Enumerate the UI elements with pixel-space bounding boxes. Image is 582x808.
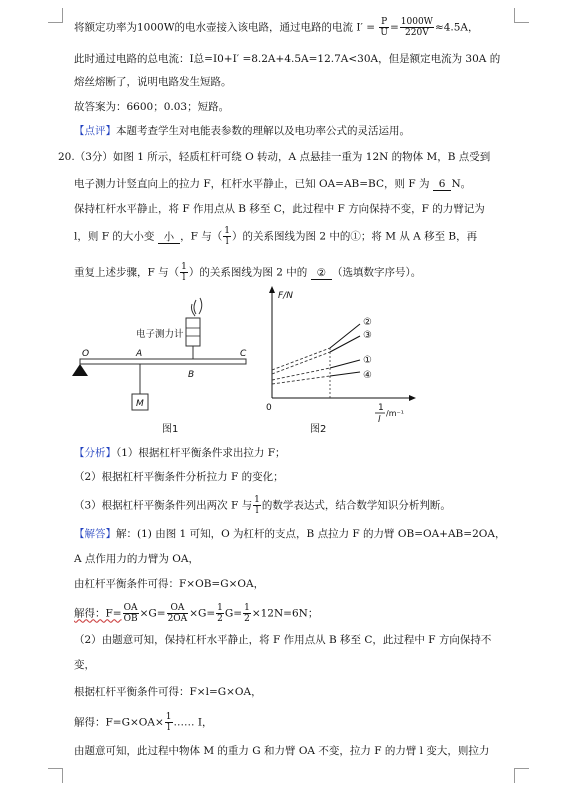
fraction-oa-ob <box>123 603 139 624</box>
answer-blank-3: ② <box>311 267 332 280</box>
text: l，则 F 的大小变 <box>74 230 155 243</box>
analysis-line-3 <box>74 495 451 516</box>
analysis-line-1 <box>74 446 286 460</box>
frac-den: OB <box>123 614 138 624</box>
answer-blank-1: 6 <box>433 178 452 191</box>
meter-body <box>186 318 200 346</box>
text: ≈4.5A， <box>434 21 479 34</box>
pivot-triangle <box>72 364 88 376</box>
solution-line-4 <box>74 603 318 624</box>
curve-label-3: ③ <box>363 330 372 341</box>
frac-den: 220V <box>405 28 429 38</box>
text-line-1 <box>74 17 479 38</box>
frac-num: 1 <box>165 712 172 722</box>
text: （3）根据杠杆平衡条件列出两次 F 与 <box>74 499 253 512</box>
analysis-tag: 【分析】 <box>74 447 116 459</box>
solution-line-8 <box>74 712 213 733</box>
line-4 <box>330 372 360 376</box>
text: 解得：F= <box>74 607 122 620</box>
text: N。 <box>451 178 472 190</box>
solution-line-2: A 点作用力的力臂为 OA， <box>74 553 199 565</box>
corner-mark-tr <box>514 8 529 23</box>
y-axis-arrow <box>269 286 275 293</box>
fraction-one-over-l <box>165 712 173 733</box>
dashed-line-3 <box>272 352 330 374</box>
solution-line-7: 根据杠杆平衡条件可得：F×l=G×OA， <box>74 686 262 698</box>
solution-line-5: （2）由题意可知，保持杠杆水平静止，将 F 作用点从 B 移至 C，此过程中 F 方向保持不 <box>74 634 492 646</box>
frac-num: 1 <box>224 226 231 236</box>
text-line-2: 此时通过电路的总电流：I总=I0+I′ =8.2A+4.5A=12.7A<30A，但是额定电流为 30A 的 <box>74 53 501 65</box>
x-axis-arrow <box>409 395 416 401</box>
fraction-power-voltage <box>400 17 434 38</box>
frac-den: l <box>225 237 229 247</box>
frac-den: l <box>182 273 186 283</box>
text: ）的关系图线为图 2 中的 <box>188 266 308 279</box>
text: 将额定功率为1000W的电水壶接入该电路，通过电路的电流 I′ = <box>74 21 376 34</box>
question-20-line-5 <box>74 262 421 283</box>
fraction-half <box>216 603 224 624</box>
fraction-one-over-l <box>223 226 231 247</box>
origin-label: 0 <box>266 403 272 413</box>
text: ×G= <box>189 607 216 620</box>
text: 电子测力计竖直向上的拉力 F，杠杆水平静止，已知 OA=AB=BC，则 F 为 <box>74 178 430 190</box>
dashed-line-1 <box>272 368 330 380</box>
text: ×G= <box>139 607 166 620</box>
text-line-4: 故答案为：6600；0.03；短路。 <box>74 101 230 113</box>
fraction-p-u <box>379 17 389 38</box>
label-b: B <box>188 370 195 380</box>
question-20-line-3: 保持杠杆水平静止，将 F 作用点从 B 移至 C，此过程中 F 方向保持不变，F 的力臂记为 <box>74 203 485 215</box>
text: （选填数字序号）。 <box>331 266 422 279</box>
text: 的数学表达式，结合数学知识分析判断。 <box>261 499 451 512</box>
text: …… Ⅰ， <box>173 716 213 729</box>
y-axis-label: F/N <box>278 291 293 301</box>
text-line-3: 熔丝熔断了，说明电路发生短路。 <box>74 76 232 88</box>
text: 解得：F=G×OA× <box>74 716 164 729</box>
question-20-line-4 <box>74 226 477 247</box>
x-axis-label-den: l <box>378 415 381 425</box>
meter-hook-top <box>191 298 201 316</box>
corner-mark-br <box>514 768 529 783</box>
solution-line-1 <box>74 527 505 541</box>
frac-den: 2 <box>217 614 223 624</box>
answer-blank-2: 小 <box>158 231 181 244</box>
meter-label: 电子测力计 <box>136 329 184 340</box>
figure-2-caption: 图2 <box>310 424 327 435</box>
text: G= <box>224 607 243 620</box>
text: 重复上述步骤，F 与（ <box>74 266 180 279</box>
frac-den: U <box>380 28 388 38</box>
frac-num: OA <box>167 603 189 614</box>
frac-den: l <box>255 506 259 516</box>
text: 解：(1) 由图 1 可知，O 为杠杆的支点，B 点拉力 F 的力臂 OB=OA+AB=2OA， <box>116 528 506 540</box>
text: = <box>389 21 399 34</box>
solution-line-6: 变， <box>74 659 95 671</box>
text: 本题考查学生对电能表参数的理解以及电功率公式的灵活运用。 <box>116 125 410 137</box>
fraction-one-over-l <box>253 495 261 516</box>
question-20-line-1: 20.（3分）如图 1 所示，轻质杠杆可绕 O 转动，A 点悬挂一重为 12N 的物体 M，B 点受到 <box>58 151 491 163</box>
comment-tag: 【点评】 <box>74 125 116 137</box>
line-1 <box>330 360 360 368</box>
figure-1-caption: 图1 <box>162 424 179 435</box>
lever-bar <box>80 359 246 364</box>
text: ，F 与（ <box>180 230 223 243</box>
frac-num: 1 <box>244 603 250 613</box>
curve-label-1: ① <box>363 355 372 366</box>
question-20-line-2 <box>74 177 471 191</box>
frac-den: 2OA <box>167 614 188 624</box>
x-axis-label-num: 1 <box>378 403 384 413</box>
label-o: O <box>82 349 90 359</box>
corner-mark-tl <box>48 8 63 23</box>
text: ）的关系图线为图 2 中的①；将 M 从 A 移至 B，再 <box>232 230 478 243</box>
curve-label-4: ④ <box>363 370 372 381</box>
corner-mark-bl <box>48 768 63 783</box>
x-axis-unit: /m⁻¹ <box>386 409 404 418</box>
solution-line-3: 由杠杆平衡条件可得：F×OB=G×OA， <box>74 578 265 590</box>
fraction-half <box>243 603 251 624</box>
text: （1）根据杠杆平衡条件求出拉力 F； <box>116 447 286 459</box>
frac-den: l <box>167 723 171 733</box>
fraction-oa-2oa <box>167 603 189 624</box>
label-m: M <box>136 399 144 409</box>
curve-label-2: ② <box>363 317 372 328</box>
comment-line <box>74 124 410 138</box>
frac-den: 2 <box>244 614 250 624</box>
label-a: A <box>136 349 143 359</box>
solution-line-9: 由题意可知，此过程中物体 M 的重力 G 和力臂 OA 不变，拉力 F 的力臂 l 变大，则拉力 <box>74 745 490 757</box>
dashed-line-4 <box>272 376 330 384</box>
frac-num: OA <box>123 603 138 613</box>
frac-num: 1 <box>217 603 223 613</box>
frac-num: P <box>381 17 388 27</box>
fraction-one-over-l <box>180 262 188 283</box>
figure-2-graph <box>262 286 442 436</box>
frac-num: 1000W <box>400 17 433 27</box>
analysis-line-2: （2）根据杠杆平衡条件分析拉力 F 的变化； <box>74 471 284 483</box>
text: ×12N=6N； <box>251 607 319 620</box>
label-c: C <box>240 349 247 359</box>
dashed-line-2 <box>272 348 330 370</box>
frac-num: 1 <box>181 262 187 272</box>
figure-1-lever <box>66 288 266 438</box>
frac-num: 1 <box>254 495 260 505</box>
solution-tag: 【解答】 <box>74 528 116 540</box>
